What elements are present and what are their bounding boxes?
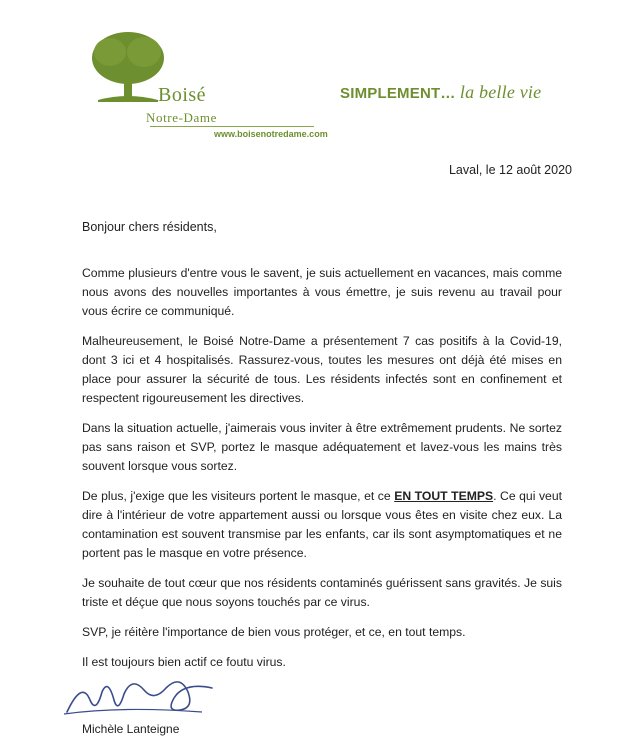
paragraph-4-end: . Ce qui veut dire à l'intérieur de votre appartement aussi ou lorsque vous êtes en visite chez eux. La contamination est souvent transmise par les enfants, car ils sont asymptomatiques et ne portent pas le masque en votre présence. [82,489,562,560]
paragraph-1: Comme plusieurs d'entre vous le savent, je suis actuellement en vacances, mais comme nous avons des nouvelles importantes à vous émettre, je suis revenu au travail pour vous écrire ce communiqué. [82,266,562,318]
paragraph-4-start: De plus, j'exige que les visiteurs portent le masque, et ce [82,489,395,503]
letter-greeting: Bonjour chers résidents, [82,220,217,234]
slogan-script: la belle vie [459,82,542,102]
website-link[interactable]: www.boisenotredame.com [214,129,328,139]
paragraph-2: Malheureusement, le Boisé Notre-Dame a présentement 7 cas positifs à la Covid-19, dont 3 ici et 4 hospitalisés. Rassurez-vous, toutes les mesures ont déjà été mises en place pour assurer la sécurité de tous. Les résidents infectés sont en confinement et respectent rigoureusement les directives. [82,334,562,405]
signature [62,670,222,720]
company-logo [88,30,328,139]
letter-date: Laval, le 12 août 2020 [448,163,572,177]
tree-icon [88,30,168,105]
emphasis-text: EN TOUT TEMPS [394,489,494,503]
slogan [340,82,541,103]
letter-body [82,264,562,683]
paragraph-3: Dans la situation actuelle, j'aimerais vous inviter à être extrêmement prudents. Ne sortez pas sans raison et SVP, portez le masque adéquatement et lavez-vous les mains très souvent lorsque vous sortez. [82,421,562,473]
brand-name-top: Boisé [158,84,207,106]
paragraph-6: SVP, je réitère l'importance de bien vous protéger, et ce, en tout temps. [82,625,466,639]
paragraph-4 [82,487,562,563]
signer-name: Michèle Lanteigne [82,722,180,736]
slogan-main: SIMPLEMENT… [340,85,456,102]
brand-name-bottom: Notre-Dame [146,110,217,125]
brand-divider [150,126,314,127]
paragraph-5: Je souhaite de tout cœur que nos résidents contaminés guérissent sans gravités. Je suis triste et déçue que nous soyons touchés par ce virus. [82,576,562,609]
paragraph-7: Il est toujours bien actif ce foutu virus. [82,655,286,669]
